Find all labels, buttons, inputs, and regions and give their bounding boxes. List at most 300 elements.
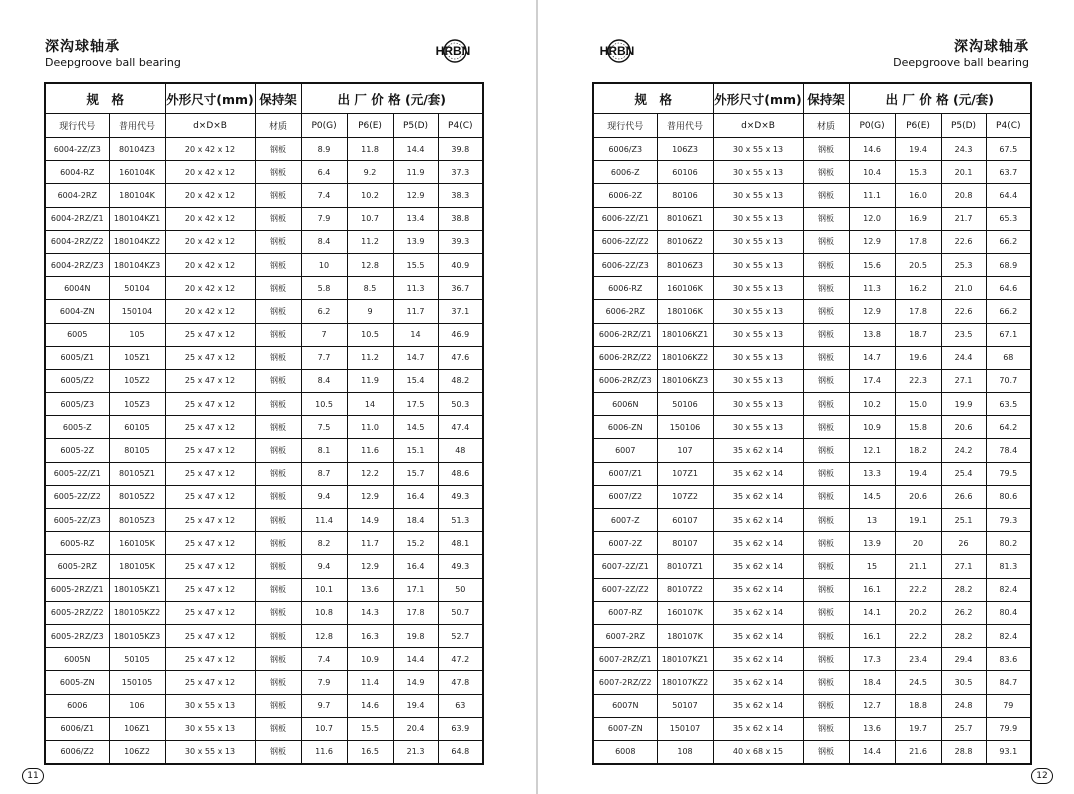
- cell-price-p6: 11.7: [347, 532, 393, 555]
- cell-price-p4: 37.3: [438, 161, 483, 184]
- cell-common-code: 80106Z3: [657, 253, 713, 276]
- cell-common-code: 180105K: [109, 555, 165, 578]
- cell-current-code: 6007/Z1: [593, 462, 657, 485]
- table-row: [593, 207, 1031, 230]
- cell-price-p6: 11.4: [347, 671, 393, 694]
- cell-price-p5: 14.7: [393, 346, 438, 369]
- cell-price-p0: 15.6: [849, 253, 895, 276]
- cell-dimensions: 40 x 68 x 15: [713, 740, 803, 764]
- cell-current-code: 6007N: [593, 694, 657, 717]
- cell-price-p6: 21.1: [895, 555, 941, 578]
- cell-current-code: 6006-Z: [593, 161, 657, 184]
- cell-material: 钢板: [803, 740, 849, 764]
- cell-current-code: 6005/Z3: [45, 393, 109, 416]
- cell-material: 钢板: [255, 624, 301, 647]
- cell-material: 钢板: [255, 555, 301, 578]
- table-row: [593, 555, 1031, 578]
- page-title-en: Deepgroove ball bearing: [45, 56, 181, 69]
- cell-price-p4: 79.5: [986, 462, 1031, 485]
- table-row: [45, 346, 483, 369]
- cell-material: 钢板: [255, 161, 301, 184]
- cell-current-code: 6006-2Z/Z1: [593, 207, 657, 230]
- cell-common-code: 80106: [657, 184, 713, 207]
- cell-price-p5: 21.7: [941, 207, 986, 230]
- header-dimensions: 外形尺寸(mm): [165, 83, 255, 114]
- col-p5: P5(D): [393, 114, 438, 138]
- cell-price-p4: 50: [438, 578, 483, 601]
- cell-price-p5: 26.2: [941, 601, 986, 624]
- cell-current-code: 6007-2Z: [593, 532, 657, 555]
- cell-dimensions: 30 x 55 x 13: [165, 694, 255, 717]
- cell-price-p5: 19.4: [393, 694, 438, 717]
- table-row: [593, 253, 1031, 276]
- cell-current-code: 6004-2Z/Z3: [45, 138, 109, 161]
- cell-price-p0: 18.4: [849, 671, 895, 694]
- cell-current-code: 6007-2Z/Z1: [593, 555, 657, 578]
- cell-common-code: 105Z2: [109, 369, 165, 392]
- cell-dimensions: 30 x 55 x 13: [713, 416, 803, 439]
- cell-price-p4: 47.2: [438, 648, 483, 671]
- right-page: [538, 0, 1074, 794]
- cell-price-p0: 13.8: [849, 323, 895, 346]
- cell-price-p5: 28.8: [941, 740, 986, 764]
- cell-price-p6: 20.2: [895, 601, 941, 624]
- cell-price-p4: 65.3: [986, 207, 1031, 230]
- cell-price-p5: 24.2: [941, 439, 986, 462]
- table-row: [593, 532, 1031, 555]
- table-row: [593, 624, 1031, 647]
- cell-dimensions: 35 x 62 x 14: [713, 532, 803, 555]
- cell-dimensions: 25 x 47 x 12: [165, 555, 255, 578]
- header-spec: 规 格: [593, 83, 713, 114]
- cell-current-code: 6005-2Z/Z1: [45, 462, 109, 485]
- cell-current-code: 6005: [45, 323, 109, 346]
- table-row: [593, 323, 1031, 346]
- cell-price-p4: 52.7: [438, 624, 483, 647]
- cell-price-p6: 8.5: [347, 277, 393, 300]
- cell-material: 钢板: [255, 578, 301, 601]
- cell-price-p0: 9.4: [301, 555, 347, 578]
- cell-price-p4: 49.3: [438, 555, 483, 578]
- cell-material: 钢板: [255, 184, 301, 207]
- cell-dimensions: 30 x 55 x 13: [713, 184, 803, 207]
- cell-dimensions: 30 x 55 x 13: [713, 393, 803, 416]
- cell-dimensions: 25 x 47 x 12: [165, 346, 255, 369]
- cell-price-p5: 25.1: [941, 509, 986, 532]
- cell-current-code: 6006-2RZ/Z3: [593, 369, 657, 392]
- table-row: [45, 439, 483, 462]
- cell-price-p6: 16.2: [895, 277, 941, 300]
- logo-text: HRBN: [599, 44, 635, 58]
- page-title-cn: 深沟球轴承: [45, 39, 120, 55]
- cell-price-p6: 23.4: [895, 648, 941, 671]
- hrbn-logo-icon: [430, 38, 476, 64]
- col-p4: P4(C): [986, 114, 1031, 138]
- cell-current-code: 6005N: [45, 648, 109, 671]
- page-number: 11: [22, 768, 44, 784]
- cell-price-p4: 48.1: [438, 532, 483, 555]
- cell-price-p0: 12.0: [849, 207, 895, 230]
- cell-price-p5: 20.8: [941, 184, 986, 207]
- cell-current-code: 6004-RZ: [45, 161, 109, 184]
- cell-price-p4: 48: [438, 439, 483, 462]
- cell-material: 钢板: [803, 277, 849, 300]
- cell-price-p4: 80.6: [986, 485, 1031, 508]
- cell-price-p0: 7.5: [301, 416, 347, 439]
- cell-common-code: 107Z2: [657, 485, 713, 508]
- table-row: [593, 694, 1031, 717]
- table-row: [45, 462, 483, 485]
- cell-price-p0: 5.8: [301, 277, 347, 300]
- cell-dimensions: 25 x 47 x 12: [165, 462, 255, 485]
- table-row: [45, 277, 483, 300]
- col-current-code: 现行代号: [45, 114, 109, 138]
- table-row: [45, 253, 483, 276]
- cell-dimensions: 35 x 62 x 14: [713, 555, 803, 578]
- cell-common-code: 160107K: [657, 601, 713, 624]
- cell-current-code: 6005-Z: [45, 416, 109, 439]
- cell-price-p6: 20: [895, 532, 941, 555]
- header-cage: 保持架: [255, 83, 301, 114]
- cell-material: 钢板: [803, 253, 849, 276]
- cell-dimensions: 30 x 55 x 13: [713, 277, 803, 300]
- cell-dimensions: 25 x 47 x 12: [165, 323, 255, 346]
- cell-price-p0: 10.7: [301, 717, 347, 740]
- cell-price-p0: 17.3: [849, 648, 895, 671]
- cell-dimensions: 25 x 47 x 12: [165, 439, 255, 462]
- cell-material: 钢板: [803, 717, 849, 740]
- cell-material: 钢板: [803, 323, 849, 346]
- cell-price-p0: 7.7: [301, 346, 347, 369]
- cell-current-code: 6005-2Z/Z3: [45, 509, 109, 532]
- cell-current-code: 6005/Z1: [45, 346, 109, 369]
- cell-price-p5: 27.1: [941, 555, 986, 578]
- cell-price-p5: 24.3: [941, 138, 986, 161]
- table-row: [45, 578, 483, 601]
- cell-price-p6: 17.8: [895, 230, 941, 253]
- cell-current-code: 6008: [593, 740, 657, 764]
- cell-current-code: 6007-RZ: [593, 601, 657, 624]
- cell-common-code: 80104Z3: [109, 138, 165, 161]
- cell-current-code: 6005-2RZ/Z2: [45, 601, 109, 624]
- cell-price-p4: 70.7: [986, 369, 1031, 392]
- cell-material: 钢板: [255, 416, 301, 439]
- cell-current-code: 6004-2RZ/Z2: [45, 230, 109, 253]
- cell-current-code: 6007-2RZ: [593, 624, 657, 647]
- table-row: [593, 230, 1031, 253]
- cell-current-code: 6006-2RZ/Z1: [593, 323, 657, 346]
- cell-dimensions: 25 x 47 x 12: [165, 369, 255, 392]
- cell-price-p4: 79.9: [986, 717, 1031, 740]
- table-row: [45, 717, 483, 740]
- cell-price-p5: 20.4: [393, 717, 438, 740]
- cell-price-p5: 27.1: [941, 369, 986, 392]
- cell-price-p5: 14.4: [393, 138, 438, 161]
- table-row: [45, 416, 483, 439]
- cell-price-p5: 28.2: [941, 578, 986, 601]
- cell-price-p4: 66.2: [986, 230, 1031, 253]
- cell-current-code: 6006N: [593, 393, 657, 416]
- cell-price-p0: 12.9: [849, 300, 895, 323]
- cell-price-p4: 36.7: [438, 277, 483, 300]
- cell-dimensions: 30 x 55 x 13: [713, 300, 803, 323]
- cell-common-code: 80105Z2: [109, 485, 165, 508]
- cell-price-p4: 40.9: [438, 253, 483, 276]
- table-row: [45, 532, 483, 555]
- cell-price-p4: 83.6: [986, 648, 1031, 671]
- cell-price-p6: 19.7: [895, 717, 941, 740]
- cell-price-p5: 20.6: [941, 416, 986, 439]
- cell-price-p4: 50.3: [438, 393, 483, 416]
- cell-current-code: 6005-2RZ/Z1: [45, 578, 109, 601]
- table-row: [45, 184, 483, 207]
- table-row: [593, 184, 1031, 207]
- cell-price-p5: 30.5: [941, 671, 986, 694]
- cell-price-p4: 48.2: [438, 369, 483, 392]
- cell-material: 钢板: [255, 439, 301, 462]
- cell-material: 钢板: [255, 300, 301, 323]
- col-common-code: 普用代号: [657, 114, 713, 138]
- cell-price-p6: 10.2: [347, 184, 393, 207]
- cell-price-p6: 12.9: [347, 485, 393, 508]
- cell-price-p0: 11.4: [301, 509, 347, 532]
- col-dxdxb: d×D×B: [165, 114, 255, 138]
- cell-price-p0: 8.1: [301, 439, 347, 462]
- cell-price-p6: 9: [347, 300, 393, 323]
- cell-price-p5: 25.7: [941, 717, 986, 740]
- cell-material: 钢板: [803, 532, 849, 555]
- cell-material: 钢板: [255, 648, 301, 671]
- cell-price-p4: 81.3: [986, 555, 1031, 578]
- cell-dimensions: 20 x 42 x 12: [165, 138, 255, 161]
- table-row: [45, 601, 483, 624]
- cell-price-p0: 7.4: [301, 184, 347, 207]
- cell-dimensions: 35 x 62 x 14: [713, 694, 803, 717]
- cell-dimensions: 35 x 62 x 14: [713, 648, 803, 671]
- cell-price-p5: 28.2: [941, 624, 986, 647]
- cell-price-p0: 10.2: [849, 393, 895, 416]
- cell-current-code: 6004-ZN: [45, 300, 109, 323]
- table-row: [593, 346, 1031, 369]
- cell-price-p0: 6.2: [301, 300, 347, 323]
- cell-current-code: 6006/Z3: [593, 138, 657, 161]
- cell-current-code: 6006-RZ: [593, 277, 657, 300]
- cell-common-code: 105Z1: [109, 346, 165, 369]
- header-spec: 规 格: [45, 83, 165, 114]
- cell-current-code: 6005-2RZ/Z3: [45, 624, 109, 647]
- cell-price-p0: 12.1: [849, 439, 895, 462]
- cell-current-code: 6006: [45, 694, 109, 717]
- cell-price-p5: 15.5: [393, 253, 438, 276]
- cell-price-p4: 51.3: [438, 509, 483, 532]
- cell-dimensions: 20 x 42 x 12: [165, 161, 255, 184]
- cell-common-code: 180106KZ1: [657, 323, 713, 346]
- cell-common-code: 180104KZ3: [109, 253, 165, 276]
- cell-price-p5: 16.4: [393, 485, 438, 508]
- cell-common-code: 180105KZ1: [109, 578, 165, 601]
- cell-material: 钢板: [255, 369, 301, 392]
- cell-current-code: 6005-RZ: [45, 532, 109, 555]
- cell-common-code: 105Z3: [109, 393, 165, 416]
- cell-price-p6: 11.0: [347, 416, 393, 439]
- table-row: [593, 671, 1031, 694]
- cell-common-code: 160105K: [109, 532, 165, 555]
- cell-price-p4: 37.1: [438, 300, 483, 323]
- cell-current-code: 6004-2RZ/Z3: [45, 253, 109, 276]
- table-body: [45, 138, 483, 765]
- cell-price-p5: 21.0: [941, 277, 986, 300]
- cell-current-code: 6007: [593, 439, 657, 462]
- cell-price-p0: 13.3: [849, 462, 895, 485]
- cell-price-p5: 11.3: [393, 277, 438, 300]
- cell-common-code: 106Z2: [109, 740, 165, 764]
- cell-price-p0: 14.7: [849, 346, 895, 369]
- left-page: [0, 0, 536, 794]
- cell-price-p4: 63.9: [438, 717, 483, 740]
- cell-common-code: 160104K: [109, 161, 165, 184]
- cell-material: 钢板: [803, 161, 849, 184]
- cell-current-code: 6007-Z: [593, 509, 657, 532]
- cell-price-p5: 26: [941, 532, 986, 555]
- cell-price-p5: 19.9: [941, 393, 986, 416]
- cell-common-code: 80105: [109, 439, 165, 462]
- cell-dimensions: 30 x 55 x 13: [713, 253, 803, 276]
- cell-material: 钢板: [255, 323, 301, 346]
- cell-common-code: 50105: [109, 648, 165, 671]
- cell-material: 钢板: [803, 509, 849, 532]
- col-common-code: 普用代号: [109, 114, 165, 138]
- cell-price-p6: 9.2: [347, 161, 393, 184]
- table-row: [45, 230, 483, 253]
- cell-material: 钢板: [803, 671, 849, 694]
- cell-price-p6: 11.8: [347, 138, 393, 161]
- cell-price-p0: 7.9: [301, 671, 347, 694]
- cell-dimensions: 35 x 62 x 14: [713, 624, 803, 647]
- cell-price-p4: 67.1: [986, 323, 1031, 346]
- cell-material: 钢板: [803, 694, 849, 717]
- cell-dimensions: 30 x 55 x 13: [713, 161, 803, 184]
- cell-dimensions: 35 x 62 x 14: [713, 509, 803, 532]
- cell-price-p0: 14.4: [849, 740, 895, 764]
- cell-price-p0: 14.6: [849, 138, 895, 161]
- cell-price-p0: 7: [301, 323, 347, 346]
- cell-material: 钢板: [803, 624, 849, 647]
- cell-material: 钢板: [255, 462, 301, 485]
- cell-current-code: 6006/Z2: [45, 740, 109, 764]
- cell-current-code: 6004-2RZ: [45, 184, 109, 207]
- cell-price-p0: 14.1: [849, 601, 895, 624]
- cell-material: 钢板: [255, 601, 301, 624]
- table-row: [45, 648, 483, 671]
- cell-price-p6: 12.8: [347, 253, 393, 276]
- cell-price-p4: 39.3: [438, 230, 483, 253]
- header-dimensions: 外形尺寸(mm): [713, 83, 803, 114]
- table-row: [45, 694, 483, 717]
- cell-price-p6: 20.6: [895, 485, 941, 508]
- cell-price-p6: 14.3: [347, 601, 393, 624]
- cell-price-p6: 15.3: [895, 161, 941, 184]
- cell-price-p4: 46.9: [438, 323, 483, 346]
- cell-price-p6: 18.7: [895, 323, 941, 346]
- table-row: [45, 555, 483, 578]
- cell-price-p6: 14.6: [347, 694, 393, 717]
- cell-material: 钢板: [803, 138, 849, 161]
- cell-common-code: 80107Z1: [657, 555, 713, 578]
- hrbn-logo-icon: [594, 38, 640, 64]
- cell-price-p0: 12.7: [849, 694, 895, 717]
- cell-current-code: 6004N: [45, 277, 109, 300]
- cell-price-p6: 24.5: [895, 671, 941, 694]
- cell-price-p4: 67.5: [986, 138, 1031, 161]
- cell-price-p0: 11.3: [849, 277, 895, 300]
- col-material: 材质: [255, 114, 301, 138]
- cell-price-p4: 64.8: [438, 740, 483, 764]
- cell-price-p0: 17.4: [849, 369, 895, 392]
- cell-dimensions: 35 x 62 x 14: [713, 485, 803, 508]
- cell-common-code: 180106KZ2: [657, 346, 713, 369]
- table-row: [593, 462, 1031, 485]
- cell-price-p4: 93.1: [986, 740, 1031, 764]
- table-row: [593, 717, 1031, 740]
- table-row: [45, 323, 483, 346]
- cell-dimensions: 25 x 47 x 12: [165, 416, 255, 439]
- cell-price-p0: 10.9: [849, 416, 895, 439]
- cell-material: 钢板: [255, 485, 301, 508]
- page-title-cn: 深沟球轴承: [954, 39, 1029, 55]
- cell-common-code: 150104: [109, 300, 165, 323]
- cell-price-p5: 24.8: [941, 694, 986, 717]
- cell-common-code: 160106K: [657, 277, 713, 300]
- table-row: [45, 485, 483, 508]
- col-material: 材质: [803, 114, 849, 138]
- cell-price-p6: 16.5: [347, 740, 393, 764]
- cell-price-p5: 12.9: [393, 184, 438, 207]
- cell-price-p6: 22.3: [895, 369, 941, 392]
- table-row: [45, 740, 483, 764]
- cell-price-p4: 82.4: [986, 624, 1031, 647]
- table-row: [45, 207, 483, 230]
- cell-price-p5: 23.5: [941, 323, 986, 346]
- table-row: [593, 393, 1031, 416]
- cell-price-p6: 22.2: [895, 624, 941, 647]
- cell-material: 钢板: [255, 230, 301, 253]
- cell-material: 钢板: [255, 717, 301, 740]
- cell-price-p6: 11.2: [347, 230, 393, 253]
- cell-price-p6: 10.5: [347, 323, 393, 346]
- cell-dimensions: 30 x 55 x 13: [713, 346, 803, 369]
- cell-common-code: 180107KZ2: [657, 671, 713, 694]
- cell-price-p5: 15.4: [393, 369, 438, 392]
- cell-price-p5: 13.9: [393, 230, 438, 253]
- cell-price-p4: 47.6: [438, 346, 483, 369]
- cell-price-p5: 14.4: [393, 648, 438, 671]
- cell-price-p5: 15.2: [393, 532, 438, 555]
- cell-price-p4: 64.4: [986, 184, 1031, 207]
- cell-price-p4: 50.7: [438, 601, 483, 624]
- table-row: [45, 300, 483, 323]
- cell-material: 钢板: [803, 462, 849, 485]
- cell-common-code: 150105: [109, 671, 165, 694]
- cell-dimensions: 35 x 62 x 14: [713, 462, 803, 485]
- cell-current-code: 6007-ZN: [593, 717, 657, 740]
- cell-dimensions: 35 x 62 x 14: [713, 671, 803, 694]
- cell-price-p4: 79: [986, 694, 1031, 717]
- cell-material: 钢板: [255, 277, 301, 300]
- cell-common-code: 106: [109, 694, 165, 717]
- page-title-en: Deepgroove ball bearing: [893, 56, 1029, 69]
- cell-common-code: 180104KZ1: [109, 207, 165, 230]
- cell-price-p0: 12.8: [301, 624, 347, 647]
